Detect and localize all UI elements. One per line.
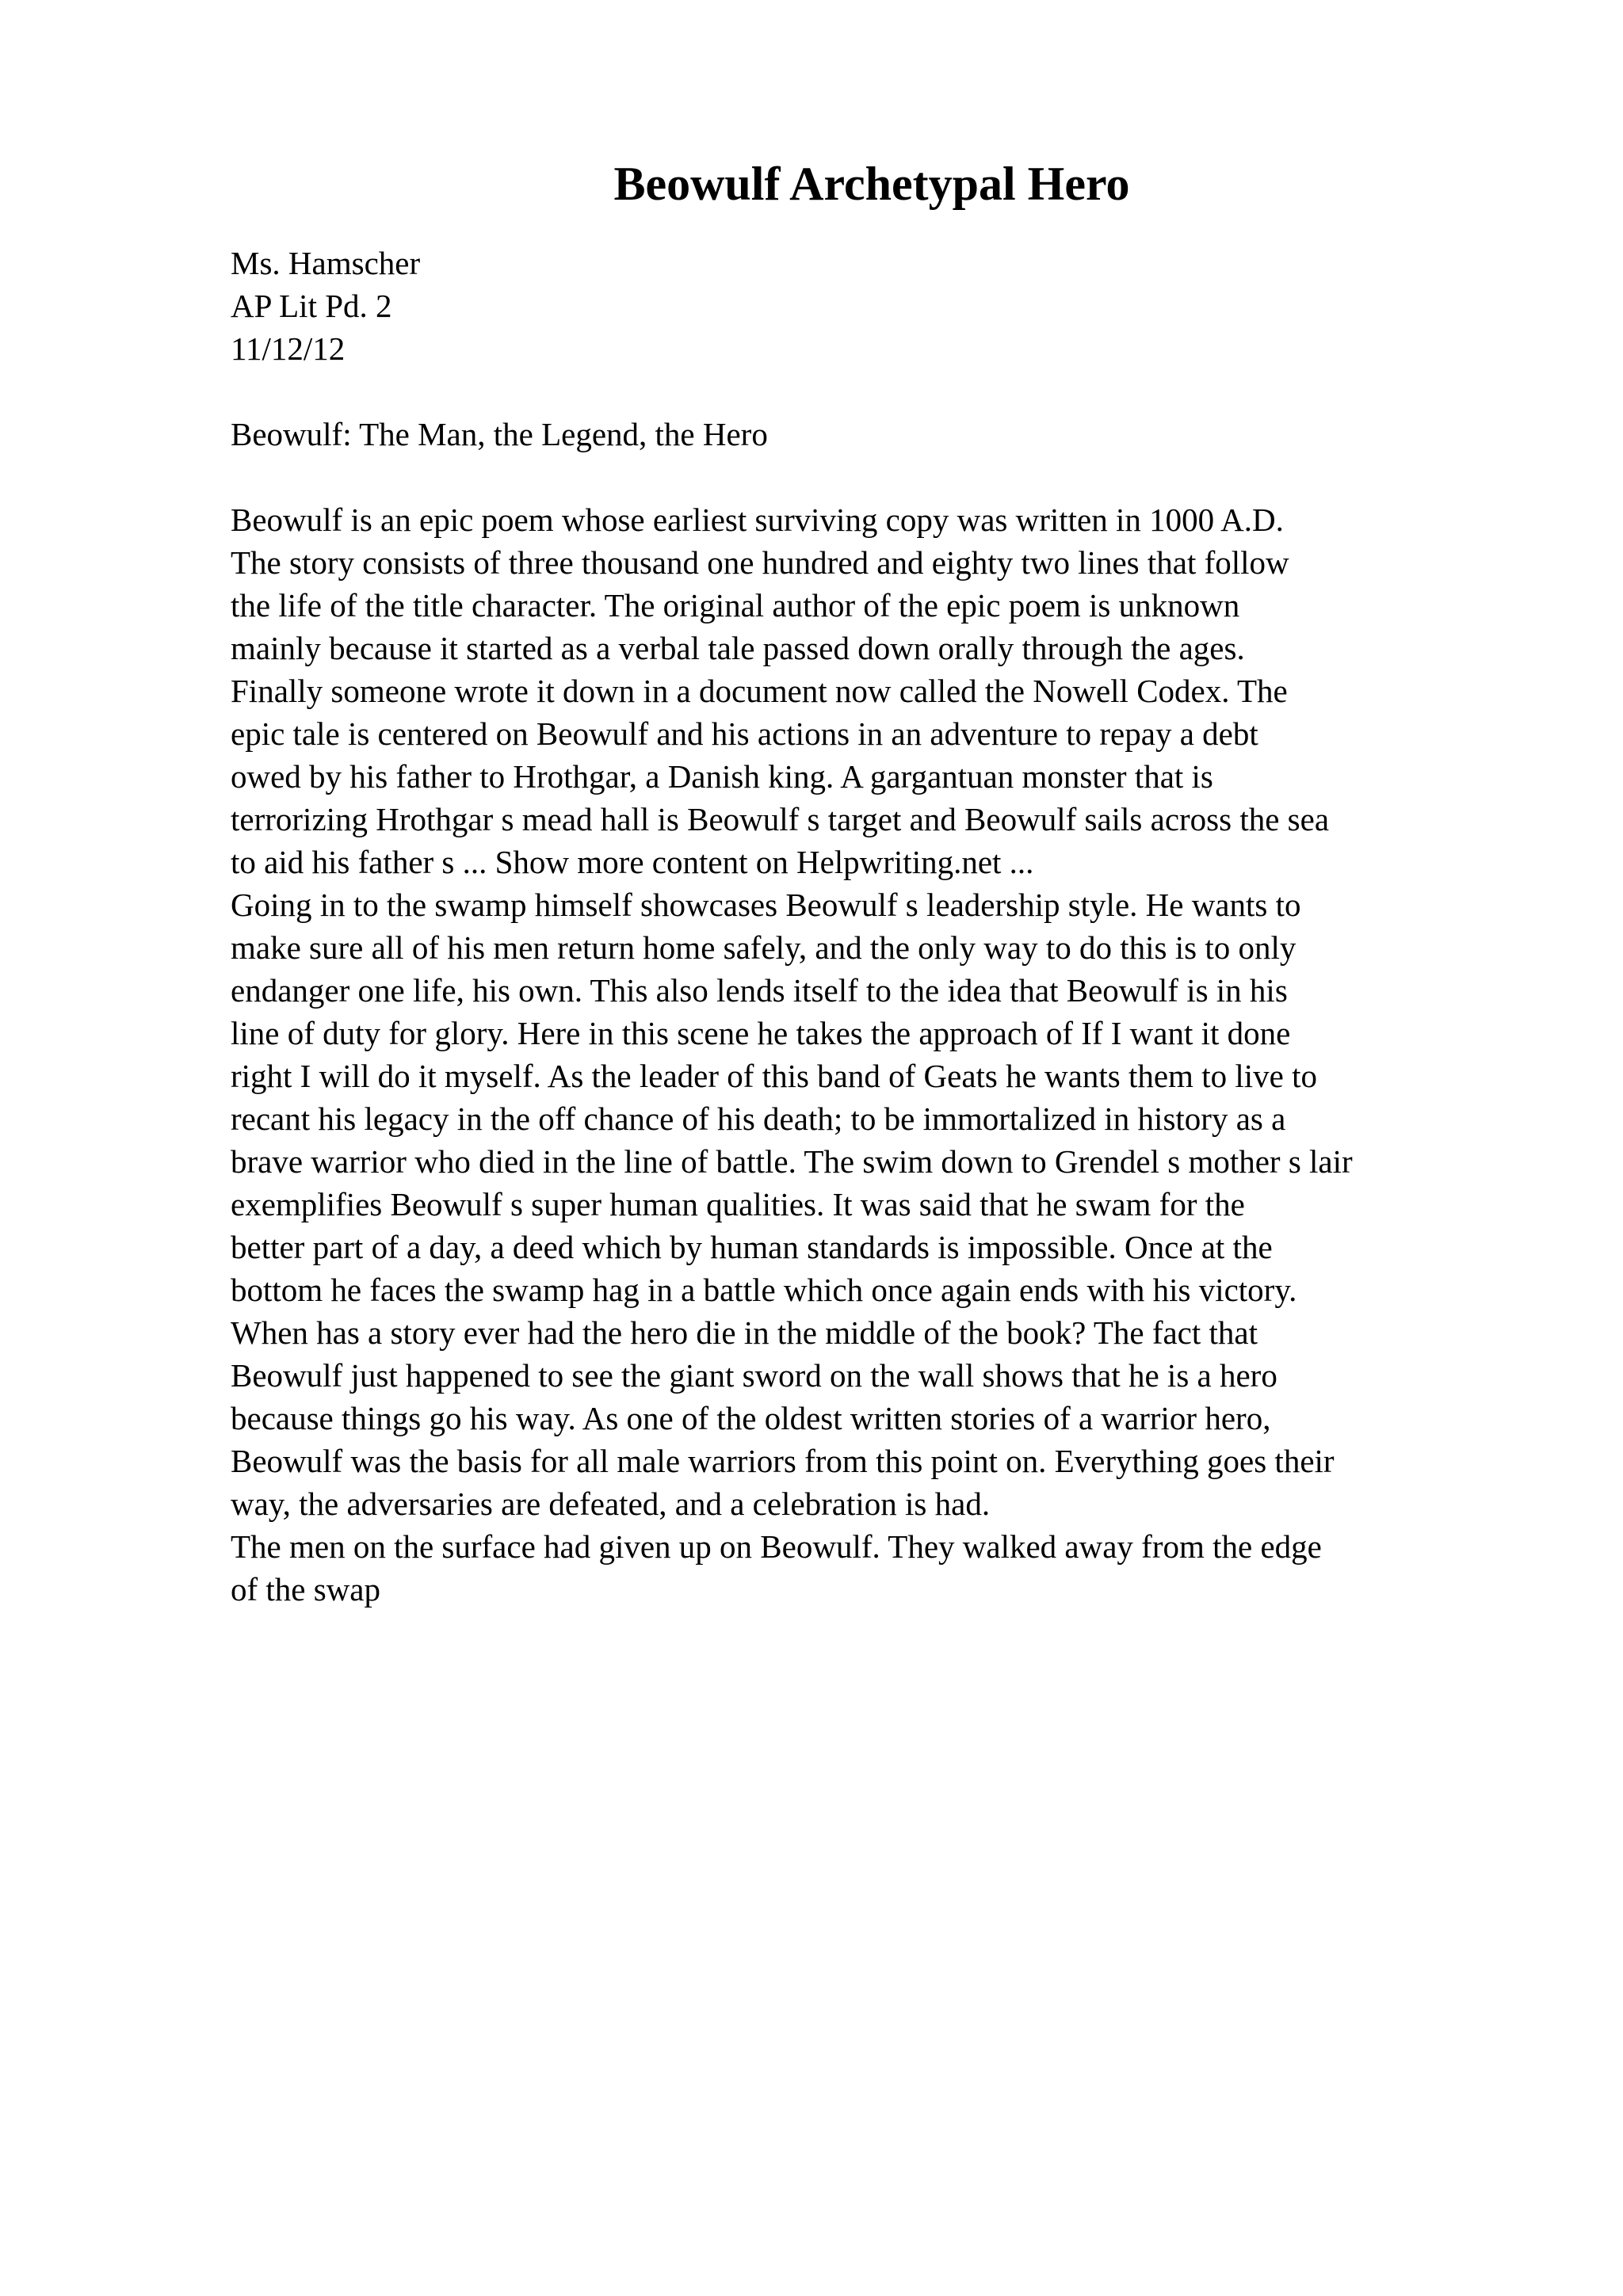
paragraph-line: brave warrior who died in the line of battle. The swim down to Grendel s mother s lair [231, 1143, 1353, 1180]
paragraph-line: owed by his father to Hrothgar, a Danish king. A gargantuan monster that is [231, 758, 1213, 795]
paragraph-line: better part of a day, a deed which by human standards is impossible. Once at the [231, 1229, 1273, 1265]
essay-title: Beowulf: The Man, the Legend, the Hero [231, 416, 768, 452]
paragraph-line: exemplifies Beowulf s super human qualities. It was said that he swam for the [231, 1186, 1245, 1222]
paragraph-line: line of duty for glory. Here in this scene he takes the approach of If I want it done [231, 1015, 1291, 1051]
paragraph-line: endanger one life, his own. This also lends itself to the idea that Beowulf is in his [231, 972, 1288, 1009]
paragraph-line: Finally someone wrote it down in a document now called the Nowell Codex. The [231, 673, 1288, 709]
paragraph-line: Beowulf is an epic poem whose earliest surviving copy was written in 1000 A.D. [231, 502, 1284, 538]
paragraph-line: make sure all of his men return home safely, and the only way to do this is to only [231, 929, 1296, 966]
paragraph-line: to aid his father s ... Show more content on Helpwriting.net ... [231, 844, 1034, 880]
paragraph-line: recant his legacy in the off chance of his death; to be immortalized in history as a [231, 1100, 1286, 1137]
paragraph-line: the life of the title character. The original author of the epic poem is unknown [231, 587, 1240, 624]
paragraph-line: When has a story ever had the hero die in the middle of the book? The fact that [231, 1314, 1258, 1351]
paragraph-1 [231, 498, 1610, 883]
paragraph-line: Beowulf was the basis for all male warriors from this point on. Everything goes their [231, 1443, 1335, 1479]
spacer [231, 370, 1610, 413]
paragraph-line: way, the adversaries are defeated, and a celebration is had. [231, 1486, 991, 1522]
paragraph-line: because things go his way. As one of the oldest written stories of a warrior hero, [231, 1400, 1271, 1436]
paragraph-line: The story consists of three thousand one hundred and eighty two lines that follow [231, 544, 1289, 581]
author-name: Ms. Hamscher [231, 245, 421, 281]
paragraph-line: epic tale is centered on Beowulf and his actions in an adventure to repay a debt [231, 715, 1258, 752]
paragraph-line: bottom he faces the swamp hag in a battle which once again ends with his victory. [231, 1272, 1297, 1308]
spacer [231, 456, 1610, 498]
paragraph-line: The men on the surface had given up on Beowulf. They walked away from the edge [231, 1528, 1322, 1565]
paragraph-line: right I will do it myself. As the leader of this band of Geats he wants them to live to [231, 1058, 1317, 1094]
class-period: AP Lit Pd. 2 [231, 288, 392, 324]
document-body [231, 242, 1610, 1611]
document-title: Beowulf Archetypal Hero [613, 158, 1130, 210]
paragraph-line: mainly because it started as a verbal tale passed down orally through the ages. [231, 630, 1245, 666]
paragraph-line: Going in to the swamp himself showcases Beowulf s leadership style. He wants to [231, 887, 1301, 923]
paragraph-3 [231, 1525, 1610, 1611]
paragraph-line: of the swap [231, 1571, 381, 1608]
paragraph-line: terrorizing Hrothgar s mead hall is Beowulf s target and Beowulf sails across the sea [231, 801, 1330, 837]
paragraph-line: Beowulf just happened to see the giant sword on the wall shows that he is a hero [231, 1357, 1277, 1394]
document-date: 11/12/12 [231, 330, 346, 367]
paragraph-2 [231, 883, 1610, 1525]
